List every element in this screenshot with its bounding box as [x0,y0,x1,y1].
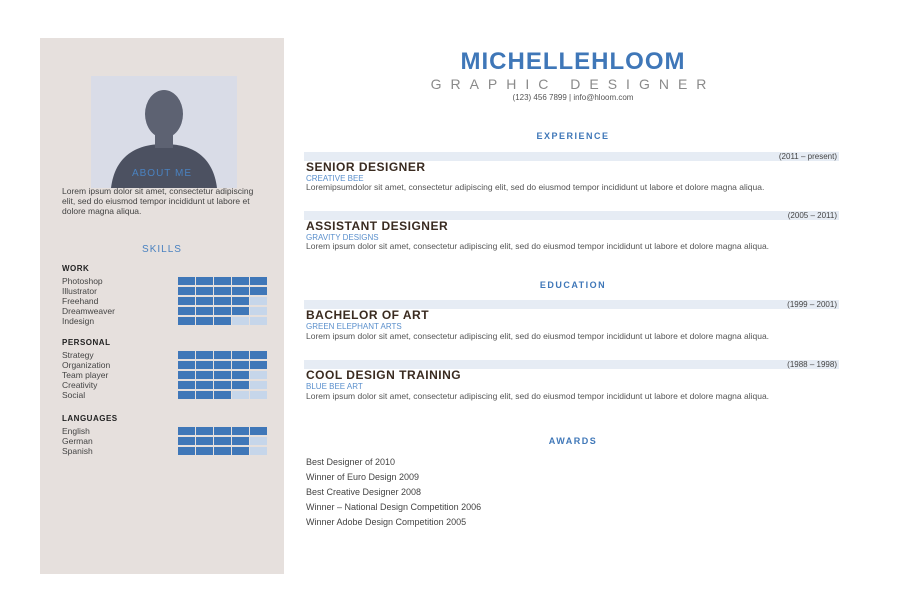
skill-level-bar [178,437,267,445]
skill-level-cell [232,391,249,399]
entry-company: GRAVITY DESIGNS [306,233,379,242]
skill-row [62,276,262,286]
skill-level-cell [250,307,267,315]
skill-name: English [62,426,90,436]
skill-level-cell [214,317,231,325]
skill-name: Team player [62,370,109,380]
skill-group-title: PERSONAL [62,338,111,347]
skill-level-cell [214,371,231,379]
skill-row [62,360,262,370]
skill-level-cell [178,381,195,389]
skill-name: Freehand [62,296,99,306]
skill-level-cell [214,427,231,435]
skill-level-cell [250,437,267,445]
award-item: Best Designer of 2010 [306,457,396,467]
sidebar [40,38,284,574]
entry-company: GREEN ELEPHANT ARTS [306,322,402,331]
skill-level-cell [178,361,195,369]
skill-level-cell [250,277,267,285]
skill-level-cell [214,391,231,399]
skill-level-cell [250,381,267,389]
skill-level-cell [214,297,231,305]
candidate-name: MICHELLEHLOOM [460,48,686,75]
about-text: Lorem ipsum dolor sit amet, consectetur adipiscing elit, sed do eiusmod tempor incididunt ut labore et dolore magna aliqua. [62,186,254,216]
entry-dates: (1999 – 2001) [787,300,837,309]
skill-row [62,436,262,446]
skills-heading: SKILLS [142,244,182,255]
skill-level-cell [178,437,195,445]
skill-row [62,380,262,390]
skill-level-cell [196,361,213,369]
skill-level-cell [178,317,195,325]
skill-level-cell [232,297,249,305]
skill-row [62,286,262,296]
skill-level-cell [196,351,213,359]
education-heading: EDUCATION [539,280,607,290]
skill-name: Dreamweaver [62,306,115,316]
candidate-title: GRAPHIC DESIGNER [430,76,716,92]
entry-title: ASSISTANT DESIGNER [306,219,449,233]
skill-name: Spanish [62,446,93,456]
skill-level-bar [178,307,267,315]
skill-level-cell [196,381,213,389]
skill-level-bar [178,371,267,379]
skill-row [62,306,262,316]
skill-name: Illustrator [62,286,97,296]
awards-heading: AWARDS [548,436,598,446]
skill-level-bar [178,361,267,369]
skill-level-cell [214,437,231,445]
skill-level-cell [214,277,231,285]
skill-level-cell [214,447,231,455]
skill-level-cell [250,361,267,369]
skill-level-cell [178,447,195,455]
skill-level-cell [196,287,213,295]
entry-company: CREATIVE BEE [306,174,364,183]
skill-name: Organization [62,360,111,370]
skill-name: Photoshop [62,276,103,286]
award-item: Winner of Euro Design 2009 [306,472,420,482]
skill-level-cell [232,437,249,445]
skill-level-cell [214,381,231,389]
skill-row [62,350,262,360]
skill-level-cell [250,297,267,305]
skill-level-cell [196,317,213,325]
skill-level-cell [196,447,213,455]
skill-level-cell [196,297,213,305]
skill-row [62,426,262,436]
skill-level-bar [178,317,267,325]
skill-level-cell [196,437,213,445]
skill-level-cell [178,391,195,399]
skill-level-bar [178,427,267,435]
skill-level-cell [232,307,249,315]
skill-row [62,390,262,400]
entry-description: Lorem ipsum dolor sit amet, consectetur adipiscing elit, sed do eiusmod tempor incididunt ut labore et dolore magna aliqua. [306,241,770,251]
skill-group-title: LANGUAGES [62,414,118,423]
award-item: Best Creative Designer 2008 [306,487,422,497]
entry-company: BLUE BEE ART [306,382,363,391]
about-heading: ABOUT ME [131,168,193,179]
skill-row [62,370,262,380]
skill-level-cell [232,287,249,295]
skill-level-bar [178,351,267,359]
skill-level-cell [232,317,249,325]
entry-dates: (2005 – 2011) [787,211,837,220]
skill-name: Creativity [62,380,98,390]
skill-level-cell [196,391,213,399]
skill-group-title: WORK [62,264,90,273]
skill-row [62,296,262,306]
entry-title: SENIOR DESIGNER [306,160,426,174]
skill-level-cell [250,351,267,359]
skill-level-cell [250,391,267,399]
skill-level-cell [196,371,213,379]
skill-name: Indesign [62,316,95,326]
skill-level-cell [178,277,195,285]
skill-level-bar [178,381,267,389]
skill-level-bar [178,447,267,455]
entry-title: BACHELOR OF ART [306,308,430,322]
skill-level-bar [178,287,267,295]
award-item: Winner Adobe Design Competition 2005 [306,517,467,527]
entry-description: Lorem ipsum dolor sit amet, consectetur adipiscing elit, sed do eiusmod tempor incididunt ut labore et dolore magna aliqua. [306,391,770,401]
entry-description: Loremipsumdolor sit amet, consectetur adipiscing elit, sed do eiusmod tempor incididunt ut labore et dolore magna aliqua. [306,182,765,192]
skill-name: Strategy [62,350,94,360]
skill-level-cell [232,277,249,285]
skill-level-cell [250,427,267,435]
skill-level-cell [250,447,267,455]
skill-level-cell [178,351,195,359]
skill-level-cell [196,307,213,315]
skill-row [62,446,262,456]
skill-level-cell [232,447,249,455]
skill-row [62,316,262,326]
skill-level-cell [178,371,195,379]
skill-level-bar [178,277,267,285]
skill-level-cell [232,361,249,369]
skill-level-cell [232,381,249,389]
award-item: Winner – National Design Competition 2006 [306,502,482,512]
skill-level-cell [250,317,267,325]
skill-level-cell [250,371,267,379]
skill-level-cell [178,287,195,295]
skill-level-cell [214,361,231,369]
contact-info: (123) 456 7899 | info@hloom.com [512,93,634,102]
skill-level-cell [214,287,231,295]
skill-name: German [62,436,93,446]
entry-title: COOL DESIGN TRAINING [306,368,462,382]
skill-level-cell [232,351,249,359]
skill-level-cell [178,297,195,305]
skill-level-cell [214,307,231,315]
skill-level-cell [214,351,231,359]
skill-level-cell [250,287,267,295]
entry-description: Lorem ipsum dolor sit amet, consectetur adipiscing elit, sed do eiusmod tempor incididunt ut labore et dolore magna aliqua. [306,331,770,341]
entry-dates: (1988 – 1998) [787,360,837,369]
skill-level-cell [196,427,213,435]
skill-name: Social [62,390,86,400]
skill-level-bar [178,297,267,305]
skill-level-cell [196,277,213,285]
skill-level-cell [178,427,195,435]
skill-level-cell [232,371,249,379]
entry-dates: (2011 – present) [778,152,837,161]
skill-level-bar [178,391,267,399]
experience-heading: EXPERIENCE [536,131,610,141]
skill-level-cell [232,427,249,435]
skill-level-cell [178,307,195,315]
